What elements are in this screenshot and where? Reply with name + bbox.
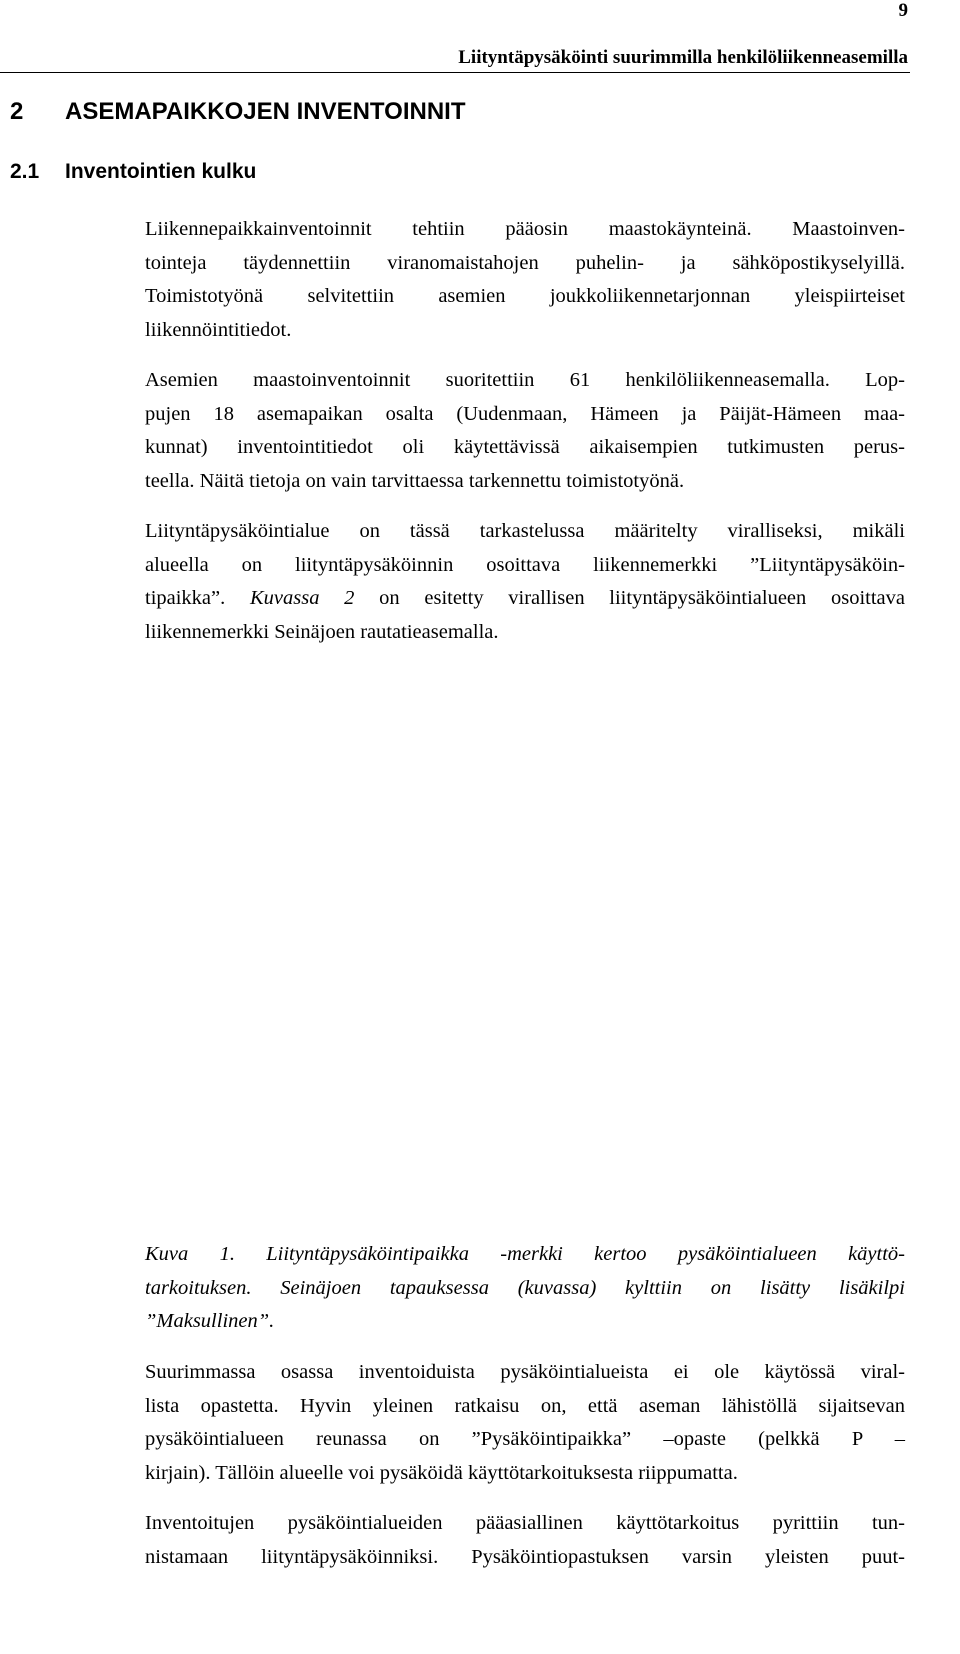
subsection-title: Inventointien kulku [65, 160, 257, 183]
paragraph-line: Liityntäpysäköintialue on tässä tarkastelussa määritelty viralliseksi, mikäli [145, 520, 905, 542]
header-rule [0, 72, 910, 73]
caption-line: tarkoituksen. Seinäjoen tapauksessa (kuvassa) kylttiin on lisätty lisäkilpi [145, 1276, 905, 1299]
figure-reference: Kuvassa 2 [249, 587, 355, 609]
paragraph-line: pujen 18 asemapaikan osalta (Uudenmaan, Hämeen ja Päijät-Hämeen maa- [145, 402, 905, 425]
paragraph-line: Suurimmassa osassa inventoiduista pysäköintialueista ei ole käytössä viral- [145, 1361, 905, 1383]
paragraph-2 [145, 364, 905, 498]
text-run: on esitetty virallisen liityntäpysäköintialueen osoittava [354, 587, 905, 609]
paragraph-line: nistamaan liityntäpysäköinniksi. Pysäköintiopastuksen varsin yleisten puut- [145, 1545, 905, 1568]
subsection-number: 2.1 [10, 160, 40, 183]
paragraph-line: Inventoitujen pysäköintialueiden pääasiallinen käyttötarkoitus pyrittiin tun- [145, 1512, 905, 1534]
paragraph-line: Liikennepaikkainventoinnit tehtiin pääosin maastokäynteinä. Maastoinven- [145, 218, 905, 240]
section-number: 2 [10, 98, 24, 125]
page-number: 9 [898, 0, 908, 21]
paragraph-line: Asemien maastoinventoinnit suoritettiin 61 henkilöliikenneasemalla. Lop- [145, 369, 905, 391]
paragraph-3 [145, 515, 905, 649]
paragraph-line: alueella on liityntäpysäköinnin osoittava liikennemerkki ”Liityntäpysäköin- [145, 553, 905, 576]
paragraph-line: teella. Näitä tietoja on vain tarvittaessa tarkennettu toimistotyönä. [145, 469, 685, 492]
paragraph-5 [145, 1507, 905, 1574]
paragraph-line: kunnat) inventointitiedot oli käytettävissä aikaisempien tutkimusten perus- [145, 436, 905, 458]
caption-line: Kuva 1. Liityntäpysäköintipaikka -merkki kertoo pysäköintialueen käyttö- [145, 1243, 905, 1265]
paragraph-line: liikennöintitiedot. [145, 318, 292, 341]
paragraph-line [145, 582, 905, 616]
paragraph-line: Toimistotyönä selvitettiin asemien joukkoliikennetarjonnan yleispiirteiset [145, 285, 905, 307]
figure-caption [145, 1238, 905, 1339]
paragraph-1 [145, 213, 905, 347]
caption-line: ”Maksullinen”. [145, 1310, 275, 1332]
paragraph-4 [145, 1356, 905, 1490]
paragraph-line: lista opastetta. Hyvin yleinen ratkaisu on, että aseman lähistöllä sijaitsevan [145, 1394, 905, 1417]
section-title: ASEMAPAIKKOJEN INVENTOINNIT [65, 98, 466, 125]
running-header: Liityntäpysäköinti suurimmilla henkilöliikenneasemilla [458, 47, 908, 68]
paragraph-line: pysäköintialueen reunassa on ”Pysäköintipaikka” –opaste (pelkkä P – [145, 1428, 905, 1450]
text-run: tipaikka”. [145, 587, 250, 609]
paragraph-line: kirjain). Tällöin alueelle voi pysäköidä käyttötarkoituksesta riippumatta. [145, 1461, 738, 1484]
paragraph-line: liikennemerkki Seinäjoen rautatieasemalla. [145, 620, 499, 643]
subsection-heading [10, 160, 256, 184]
paragraph-line: tointeja täydennettiin viranomaistahojen puhelin- ja sähköpostikyselyillä. [145, 251, 905, 274]
section-heading [10, 98, 466, 126]
